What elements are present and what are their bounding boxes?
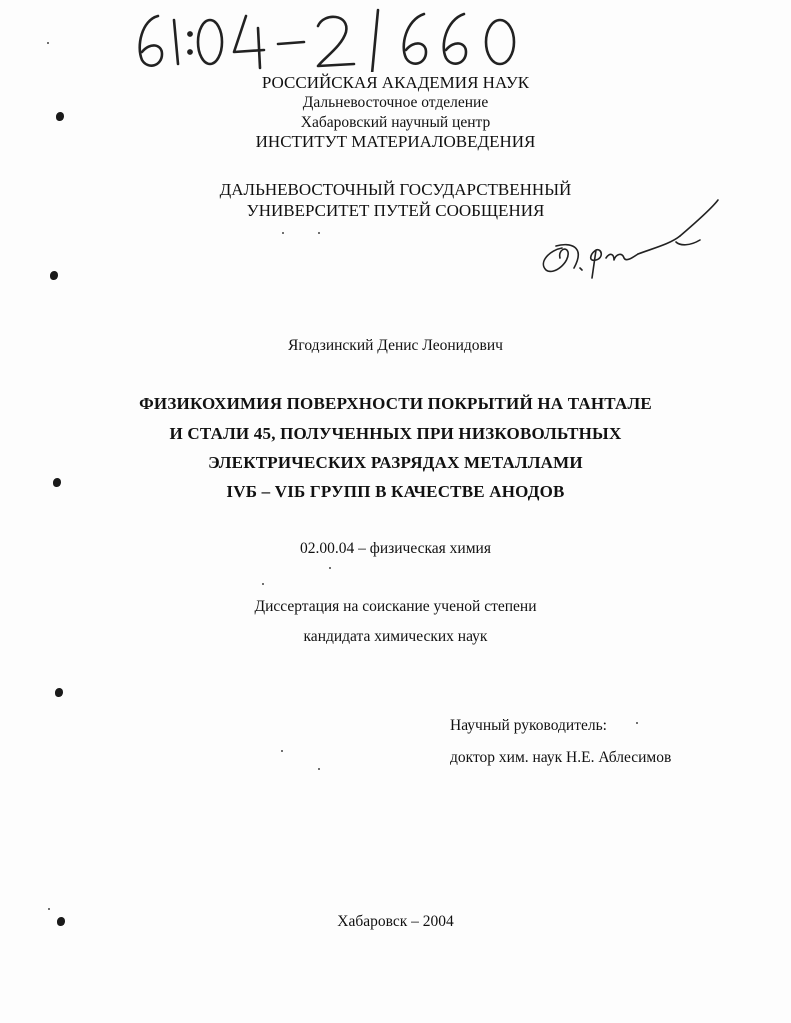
title-line-2: И СТАЛИ 45, ПОЛУЧЕННЫХ ПРИ НИЗКОВОЛЬТНЫХ: [169, 424, 622, 443]
scan-speck: [282, 232, 284, 234]
degree-line-1: Диссертация на соискание ученой степени: [254, 598, 537, 615]
degree-line-2: кандидата химических наук: [303, 628, 488, 645]
scan-speck: [262, 583, 264, 585]
institute-name: ИНСТИТУТ МАТЕРИАЛОВЕДЕНИЯ: [255, 132, 536, 151]
scan-speck: [318, 768, 320, 770]
supervisor-label: Научный руководитель:: [450, 717, 607, 734]
place-and-year: Хабаровск – 2004: [337, 913, 454, 930]
scan-speck: [318, 232, 320, 234]
scan-speck: [281, 750, 283, 752]
university-line-1: ДАЛЬНЕВОСТОЧНЫЙ ГОСУДАРСТВЕННЫЙ: [219, 180, 572, 199]
punch-hole-mark: [57, 917, 65, 926]
punch-hole-mark: [55, 688, 63, 697]
author-name: Ягодзинский Денис Леонидович: [288, 337, 503, 354]
specialty: 02.00.04 – физическая химия: [300, 540, 491, 557]
handwritten-archive-code: [128, 6, 548, 72]
title-line-3: ЭЛЕКТРИЧЕСКИХ РАЗРЯДАХ МЕТАЛЛАМИ: [208, 453, 583, 472]
science-center-name: Хабаровский научный центр: [300, 114, 491, 131]
branch-name: Дальневосточное отделение: [302, 94, 489, 111]
handwritten-signature: [530, 196, 730, 286]
title-line-4: IVБ – VIБ ГРУПП В КАЧЕСТВЕ АНОДОВ: [226, 482, 565, 501]
punch-hole-mark: [56, 112, 64, 121]
supervisor-name: доктор хим. наук Н.Е. Аблесимов: [450, 749, 672, 766]
academy-name: РОССИЙСКАЯ АКАДЕМИЯ НАУК: [261, 73, 530, 92]
title-line-1: ФИЗИКОХИМИЯ ПОВЕРХНОСТИ ПОКРЫТИЙ НА ТАНТАЛЕ: [139, 394, 652, 413]
punch-hole-mark: [50, 271, 58, 280]
scan-speck: [329, 567, 331, 569]
scan-speck: [48, 908, 50, 910]
punch-hole-mark: [53, 478, 61, 487]
scan-speck: [636, 722, 638, 724]
scan-speck: [47, 42, 49, 44]
university-line-2: УНИВЕРСИТЕТ ПУТЕЙ СООБЩЕНИЯ: [246, 201, 545, 220]
